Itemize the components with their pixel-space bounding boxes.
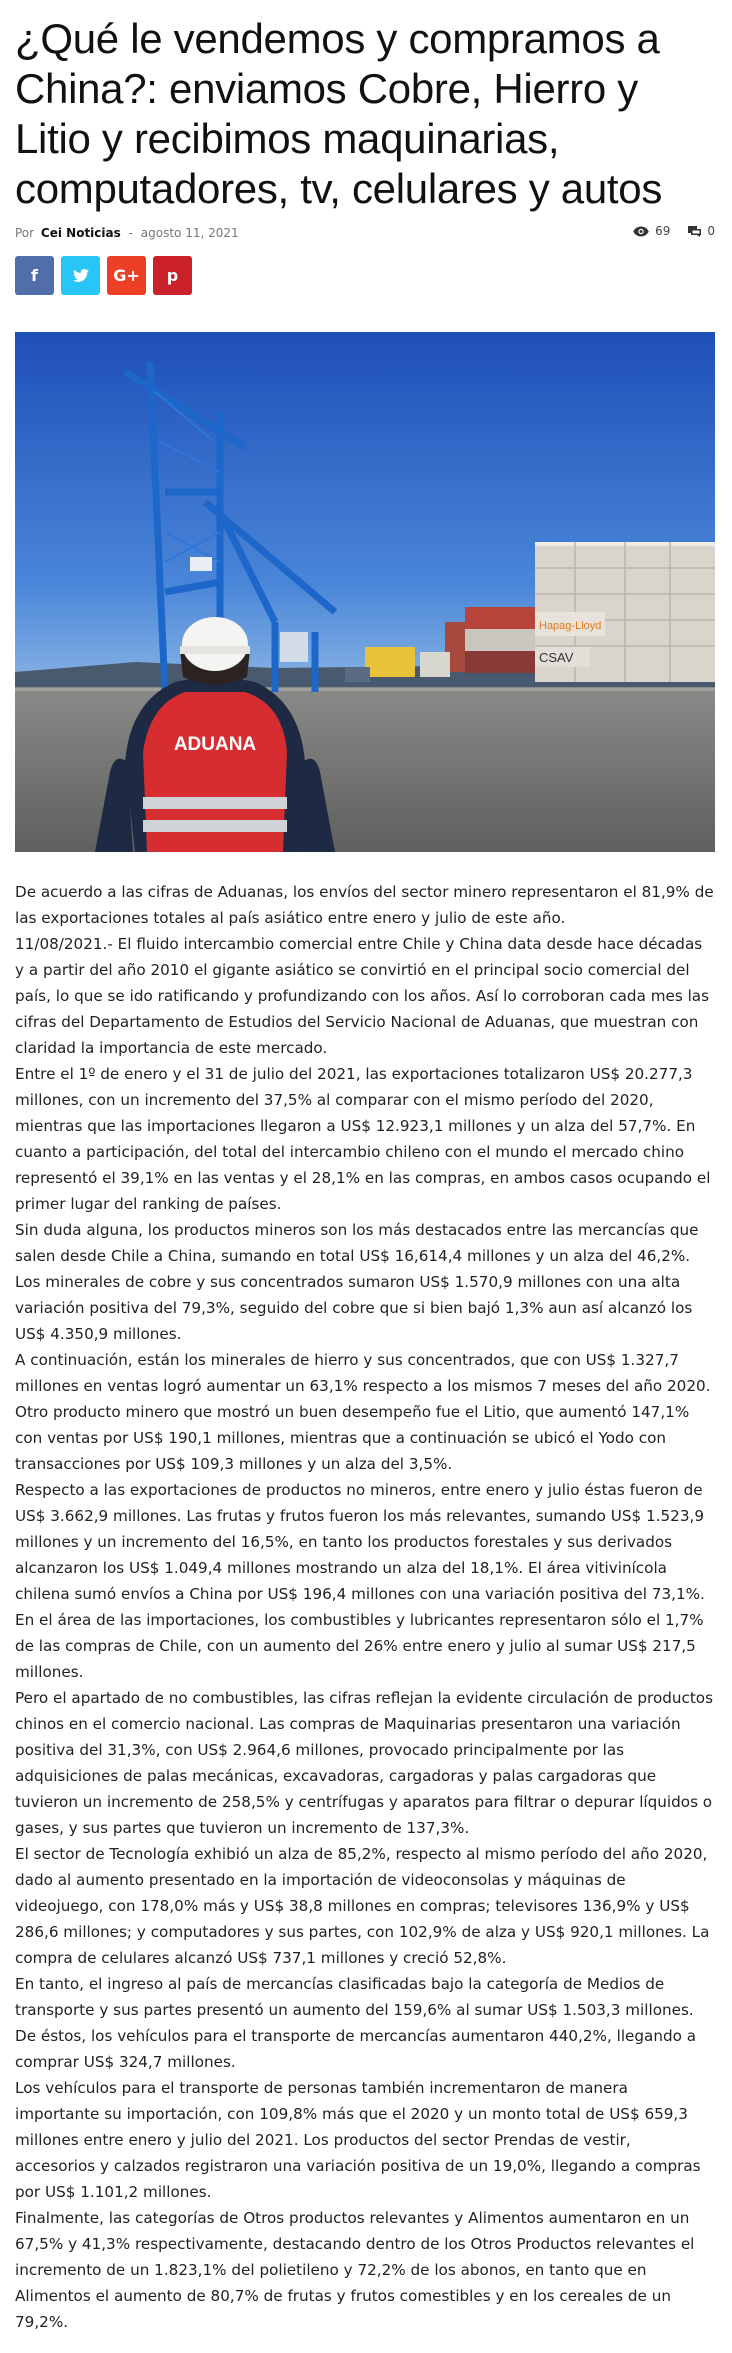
facebook-icon: f [31,266,38,285]
views-stat [633,224,670,238]
pinterest-share-button[interactable] [153,256,192,295]
article-paragraph: Pero el apartado de no combustibles, las cifras reflejan la evidente circulación de productos chinos en el comercio nacional. Las compras de Maquinarias presentaron una variación positiva del 31,3%, con US$ 2.964,6 millones, provocado principalmente por las adquisiciones de palas mecánicas, excavadoras, cargadoras y palas cargadoras que tuvieron un incremento de 258,5% y centrífugas y aparatos para filtrar o depurar líquidos o gases, y sus partes que tuvieron un incremento de 137,3%. [15,1689,714,1837]
comment-icon [688,226,701,237]
article-paragraph: 11/08/2021.- El fluido intercambio comercial entre Chile y China data desde hace décadas y a partir del año 2010 el gigante asiático se convirtió en el principal socio comercial del país, lo que se ido ratificando y profundizando con los años. Así lo corroboran cada mes las cifras del Departamento de Estudios del Servicio Nacional de Aduanas, que muestran con claridad la importancia de este mercado. [15,935,710,1057]
csav-label: CSAV [539,650,574,665]
article-container [15,0,715,2335]
article-paragraph: Entre el 1º de enero y el 31 de julio del 2021, las exportaciones totalizaron US$ 20.277,3 millones, con un incremento del 37,5% al comparar con el mismo período del 2020, mientras que las importaciones llegaron a US$ 12.923,1 millones y un alza del 57,7%. En cuanto a participación, del total del intercambio chileno con el mundo el mercado chino representó el 39,1% en las ventas y el 28,1% en las compras, en ambos casos ocupando el primer lugar del ranking de países. [15,1065,711,1213]
article-paragraph: De acuerdo a las cifras de Aduanas, los envíos del sector minero representaron el 81,9% de las exportaciones totales al país asiático entre enero y julio de este año. [15,883,714,927]
facebook-share-button[interactable] [15,256,54,295]
byline [15,226,239,240]
views-count: 69 [655,224,671,238]
article-paragraph: En tanto, el ingreso al país de mercancías clasificadas bajo la categoría de Medios de transporte y sus partes presentó un aumento del 159,6% al sumar US$ 1.503,3 millones. De éstos, los vehículos para el transporte de mercancías aumentaron 440,2%, llegando a comprar US$ 324,7 millones. [15,1975,697,2071]
article-stats [633,224,715,238]
eye-icon [633,226,649,237]
share-buttons [15,256,715,295]
twitter-icon [73,269,89,282]
hapag-label: Hapag-Lloyd [539,620,602,632]
article-paragraph: A continuación, están los minerales de hierro y sus concentrados, que con US$ 1.327,7 millones en ventas logró aumentar un 63,1% respecto a los mismos 7 meses del año 2020. Otro producto minero que mostró un buen desempeño fue el Litio, que aumentó 147,1% con ventas por US$ 190,1 millones, mientras que a continuación se ubicó el Yodo con transacciones por US$ 109,3 millones y un alza del 3,5%. [15,1351,711,1473]
article-meta [15,222,715,242]
by-label: Por [15,226,35,240]
pinterest-icon: p [166,266,179,285]
article-title: ¿Qué le vendemos y compramos a China?: enviamos Cobre, Hierro y Litio y recibimos maquinarias, computadores, tv, celulares y autos [15,15,663,212]
article-featured-image [15,332,715,852]
comments-stat[interactable] [688,224,715,238]
twitter-share-button[interactable] [61,256,100,295]
author-link[interactable]: Cei Noticias [40,226,121,240]
article-paragraph: Finalmente, las categorías de Otros productos relevantes y Alimentos aumentaron en un 67,5% y 41,3% respectivamente, destacando dentro de los Otros Productos relevantes el incremento de un 1.823,1% del polietileno y 72,2% de los abonos, en tanto que en Alimentos el aumento de 80,7% de frutas y frutos comestibles y en los cereales de un 79,2%. [15,2209,695,2331]
googleplus-icon: G+ [113,266,140,285]
article-paragraph: Respecto a las exportaciones de productos no mineros, entre enero y julio éstas fueron de US$ 3.662,9 millones. Las frutas y frutos fueron los más relevantes, sumando US$ 1.523,9 millones y un incremento del 16,5%, en tanto los productos forestales y sus derivados alcanzaron los US$ 1.049,4 millones mostrando un alza del 18,1%. El área vitivinícola chilena sumó envíos a China por US$ 196,4 millones con una variación positiva del 73,1%. [15,1481,705,1603]
article-body [15,879,715,2335]
googleplus-share-button[interactable] [107,256,146,295]
article-paragraph: El sector de Tecnología exhibió un alza de 85,2%, respecto al mismo período del año 2020, dado al aumento presentado en la importación de videoconsolas y máquinas de videojuego, con 178,0% más y US$ 38,8 millones en compras; televisores 136,9% y US$ 286,6 millones; y computadores y sus partes, con 102,9% de alza y US$ 920,1 millones. La compra de celulares alcanzó US$ 737,1 millones y creció 52,8%. [15,1845,710,1967]
article-paragraph: En el área de las importaciones, los combustibles y lubricantes representaron sólo el 1,7% de las compras de Chile, con un aumento del 26% entre enero y julio al sumar US$ 217,5 millones. [15,1611,704,1681]
vest-label: ADUANA [173,734,257,755]
article-paragraph: Sin duda alguna, los productos mineros son los más destacados entre las mercancías que salen desde Chile a China, sumando en total US$ 16,614,4 millones y un alza del 46,2%. Los minerales de cobre y sus concentrados sumaron US$ 1.570,9 millones con una alta variación positiva del 79,3%, seguido del cobre que si bien bajó 1,3% aun así alcanzó los US$ 4.350,9 millones. [15,1221,699,1343]
byline-separator: - [128,226,133,240]
publish-date: agosto 11, 2021 [140,226,239,240]
comments-count: 0 [707,224,715,238]
article-paragraph: Los vehículos para el transporte de personas también incrementaron de manera importante su importación, con 109,8% más que el 2020 y un monto total de US$ 659,3 millones entre enero y julio del 2021. Los productos del sector Prendas de vestir, accesorios y calzados registraron una variación positiva de un 19,0%, llegando a compras por US$ 1.101,2 millones. [15,2079,701,2201]
